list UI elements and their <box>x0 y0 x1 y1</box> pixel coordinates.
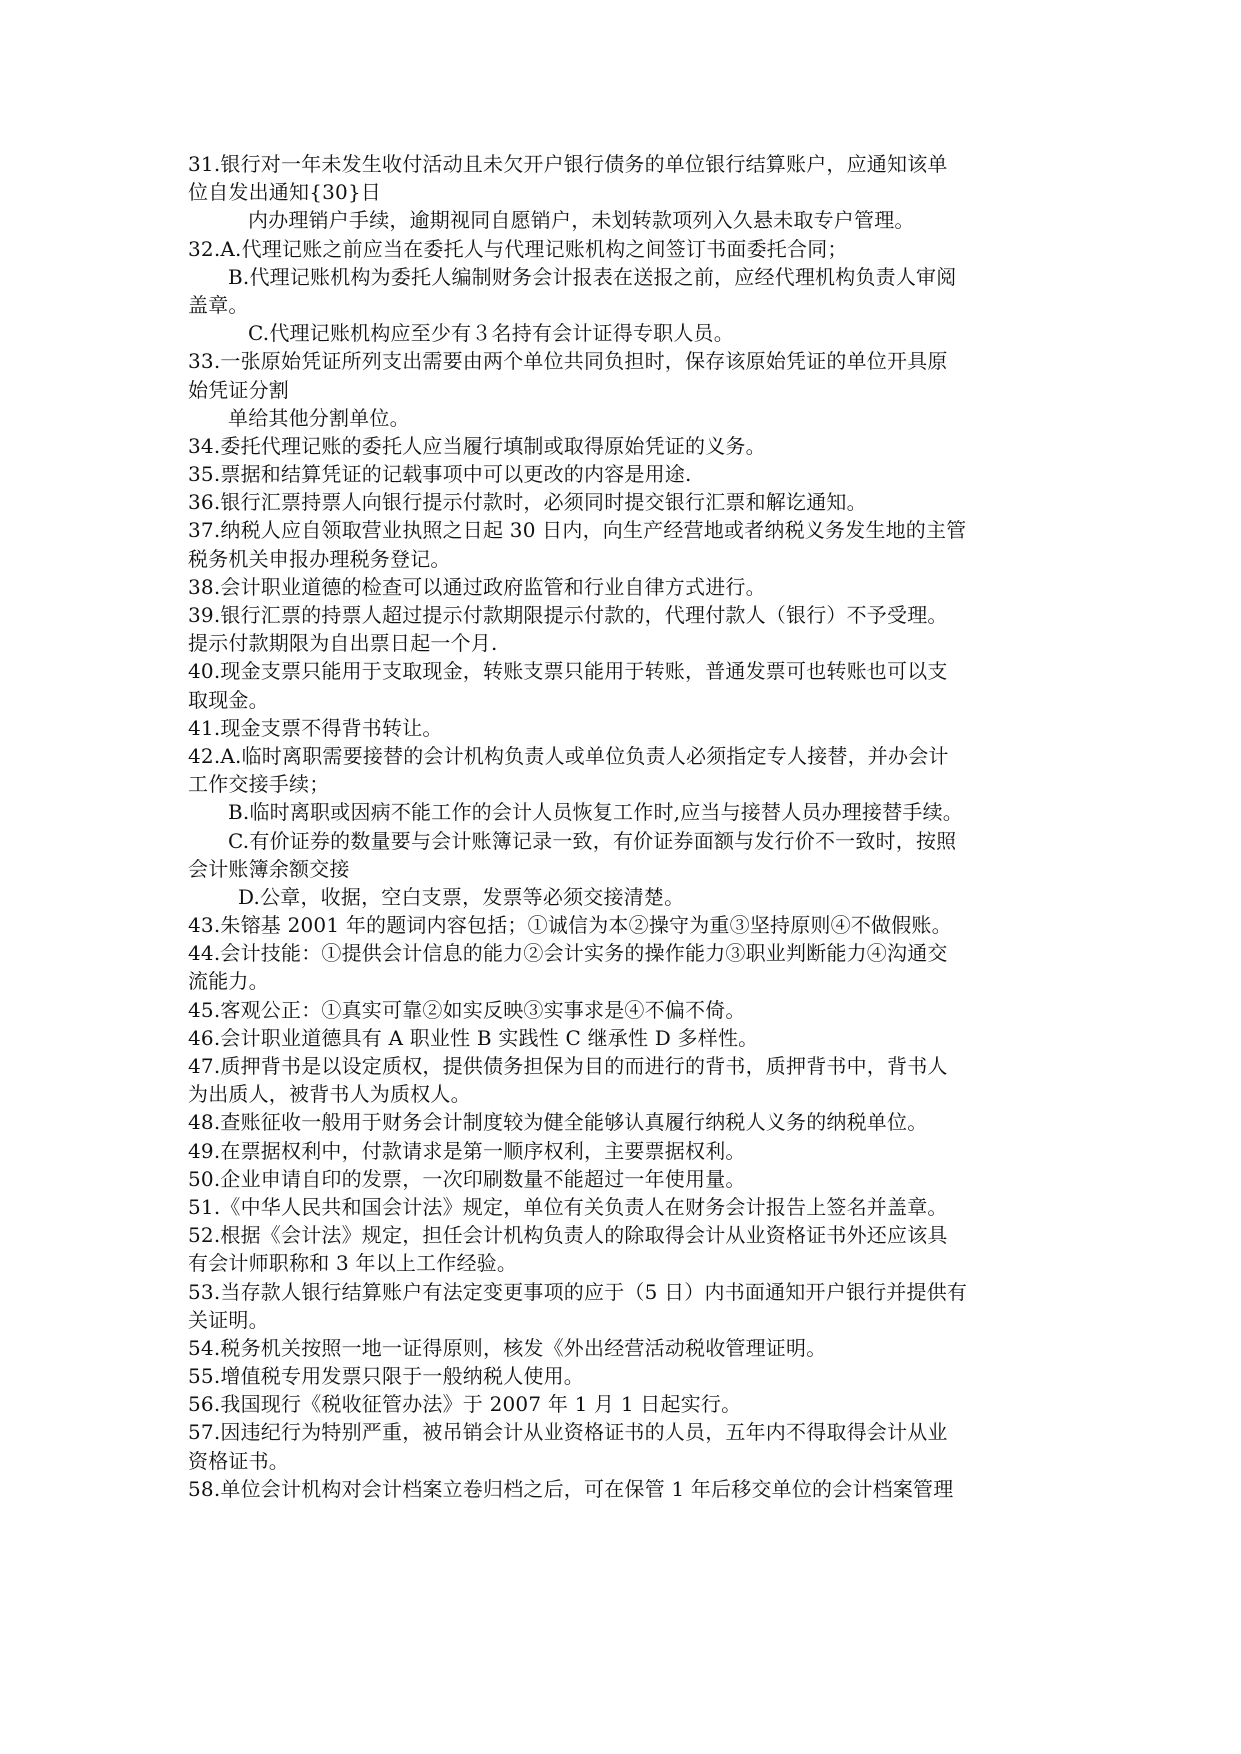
text-line: 51.《中华人民共和国会计法》规定，单位有关负责人在财务会计报告上签名并盖章。 <box>188 1194 948 1219</box>
text-line: 36.银行汇票持票人向银行提示付款时，必须同时提交银行汇票和解讫通知。 <box>188 490 867 515</box>
text-line: 31.银行对一年未发生收付活动且未欠开户银行债务的单位银行结算账户，应通知该单 <box>188 152 948 176</box>
text-line: 会计账簿余额交接 <box>188 856 350 881</box>
text-line: 资格证书。 <box>188 1448 289 1473</box>
text-line: 43.朱镕基 2001 年的题词内容包括；①诚信为本②操守为重③坚持原则④不做假账。 <box>188 913 952 938</box>
text-line: 49.在票据权利中，付款请求是第一顺序权利，主要票据权利。 <box>188 1138 746 1163</box>
text-line: 33.一张原始凭证所列支出需要由两个单位共同负担时，保存该原始凭证的单位开具原 <box>188 349 948 374</box>
text-line: 取现金。 <box>188 687 269 712</box>
text-line: 48.查账征收一般用于财务会计制度较为健全能够认真履行纳税人义务的纳税单位。 <box>188 1110 928 1135</box>
text-line: 单给其他分割单位。 <box>228 405 410 430</box>
text-line: 55.增值税专用发票只限于一般纳税人使用。 <box>188 1364 585 1389</box>
text-line: B.代理记账机构为委托人编制财务会计报表在送报之前，应经代理机构负责人审阅 <box>228 264 957 289</box>
text-line: 为出质人，被背书人为质权人。 <box>188 1082 471 1107</box>
text-line: C.代理记账机构应至少有３名持有会计证得专职人员。 <box>248 321 734 346</box>
text-line: 57.因违纪行为特别严重，被吊销会计从业资格证书的人员，五年内不得取得会计从业 <box>188 1420 948 1445</box>
text-line: 37.纳税人应自领取营业执照之日起 30 日内，向生产经营地或者纳税义务发生地的主管 <box>188 518 967 543</box>
text-line: 45.客观公正：①真实可靠②如实反映③实事求是④不偏不倚。 <box>188 997 746 1022</box>
text-line: 39.银行汇票的持票人超过提示付款期限提示付款的，代理付款人（银行）不予受理。 <box>188 603 948 627</box>
text-line: 提示付款期限为自出票日起一个月. <box>188 631 498 656</box>
text-line: 税务机关申报办理税务登记。 <box>188 546 451 571</box>
text-line: 内办理销户手续，逾期视同自愿销户，未划转款项列入久悬未取专户管理。 <box>248 208 915 233</box>
document-page <box>188 150 1068 1503</box>
text-line: 关证明。 <box>188 1307 269 1332</box>
text-line: 46.会计职业道德具有 A 职业性 B 实践性 C 继承性 D 多样性。 <box>188 1025 759 1050</box>
text-line: 50.企业申请自印的发票，一次印刷数量不能超过一年使用量。 <box>188 1166 746 1191</box>
text-line: 41.现金支票不得背书转让。 <box>188 715 443 740</box>
text-line: 流能力。 <box>188 969 269 994</box>
text-line: 52.根据《会计法》规定，担任会计机构负责人的除取得会计从业资格证书外还应该具 <box>188 1223 948 1248</box>
text-line: B.临时离职或因病不能工作的会计人员恢复工作时,应当与接替人员办理接替手续。 <box>228 800 964 825</box>
text-line: 58.单位会计机构对会计档案立卷归档之后，可在保管 1 年后移交单位的会计档案管理 <box>188 1476 954 1501</box>
text-line: 54.税务机关按照一地一证得原则，核发《外出经营活动税收管理证明。 <box>188 1335 827 1360</box>
text-line: 始凭证分割 <box>188 377 289 402</box>
text-line: 工作交接手续； <box>188 772 330 797</box>
text-line: 35.票据和结算凭证的记载事项中可以更改的内容是用途. <box>188 462 692 487</box>
text-line: 40.现金支票只能用于支取现金，转账支票只能用于转账，普通发票可也转账也可以支 <box>188 659 948 684</box>
text-line: 56.我国现行《税收征管办法》于 2007 年 1 月 1 日起实行。 <box>188 1392 742 1417</box>
text-line: C.有价证券的数量要与会计账簿记录一致，有价证券面额与发行价不一致时，按照 <box>228 828 957 853</box>
text-line: 32.A.代理记账之前应当在委托人与代理记账机构之间签订书面委托合同； <box>188 236 848 261</box>
text-line: D.公章，收据，空白支票，发票等必须交接清楚。 <box>238 884 685 909</box>
text-line: 盖章。 <box>188 292 249 317</box>
text-line: 有会计师职称和 3 年以上工作经验。 <box>188 1251 518 1276</box>
text-line: 38.会计职业道德的检查可以通过政府监管和行业自律方式进行。 <box>188 574 766 599</box>
text-line: 42.A.临时离职需要接替的会计机构负责人或单位负责人必须指定专人接替，并办会计 <box>188 743 949 768</box>
text-line: 34.委托代理记账的委托人应当履行填制或取得原始凭证的义务。 <box>188 433 766 458</box>
text-line: 53.当存款人银行结算账户有法定变更事项的应于（5 日）内书面通知开户银行并提供有 <box>188 1279 968 1304</box>
text-line: 位自发出通知{30}日 <box>188 180 382 205</box>
text-line: 44.会计技能：①提供会计信息的能力②会计实务的操作能力③职业判断能力④沟通交 <box>188 941 948 966</box>
text-line: 47.质押背书是以设定质权，提供债务担保为目的而进行的背书，质押背书中，背书人 <box>188 1054 948 1078</box>
